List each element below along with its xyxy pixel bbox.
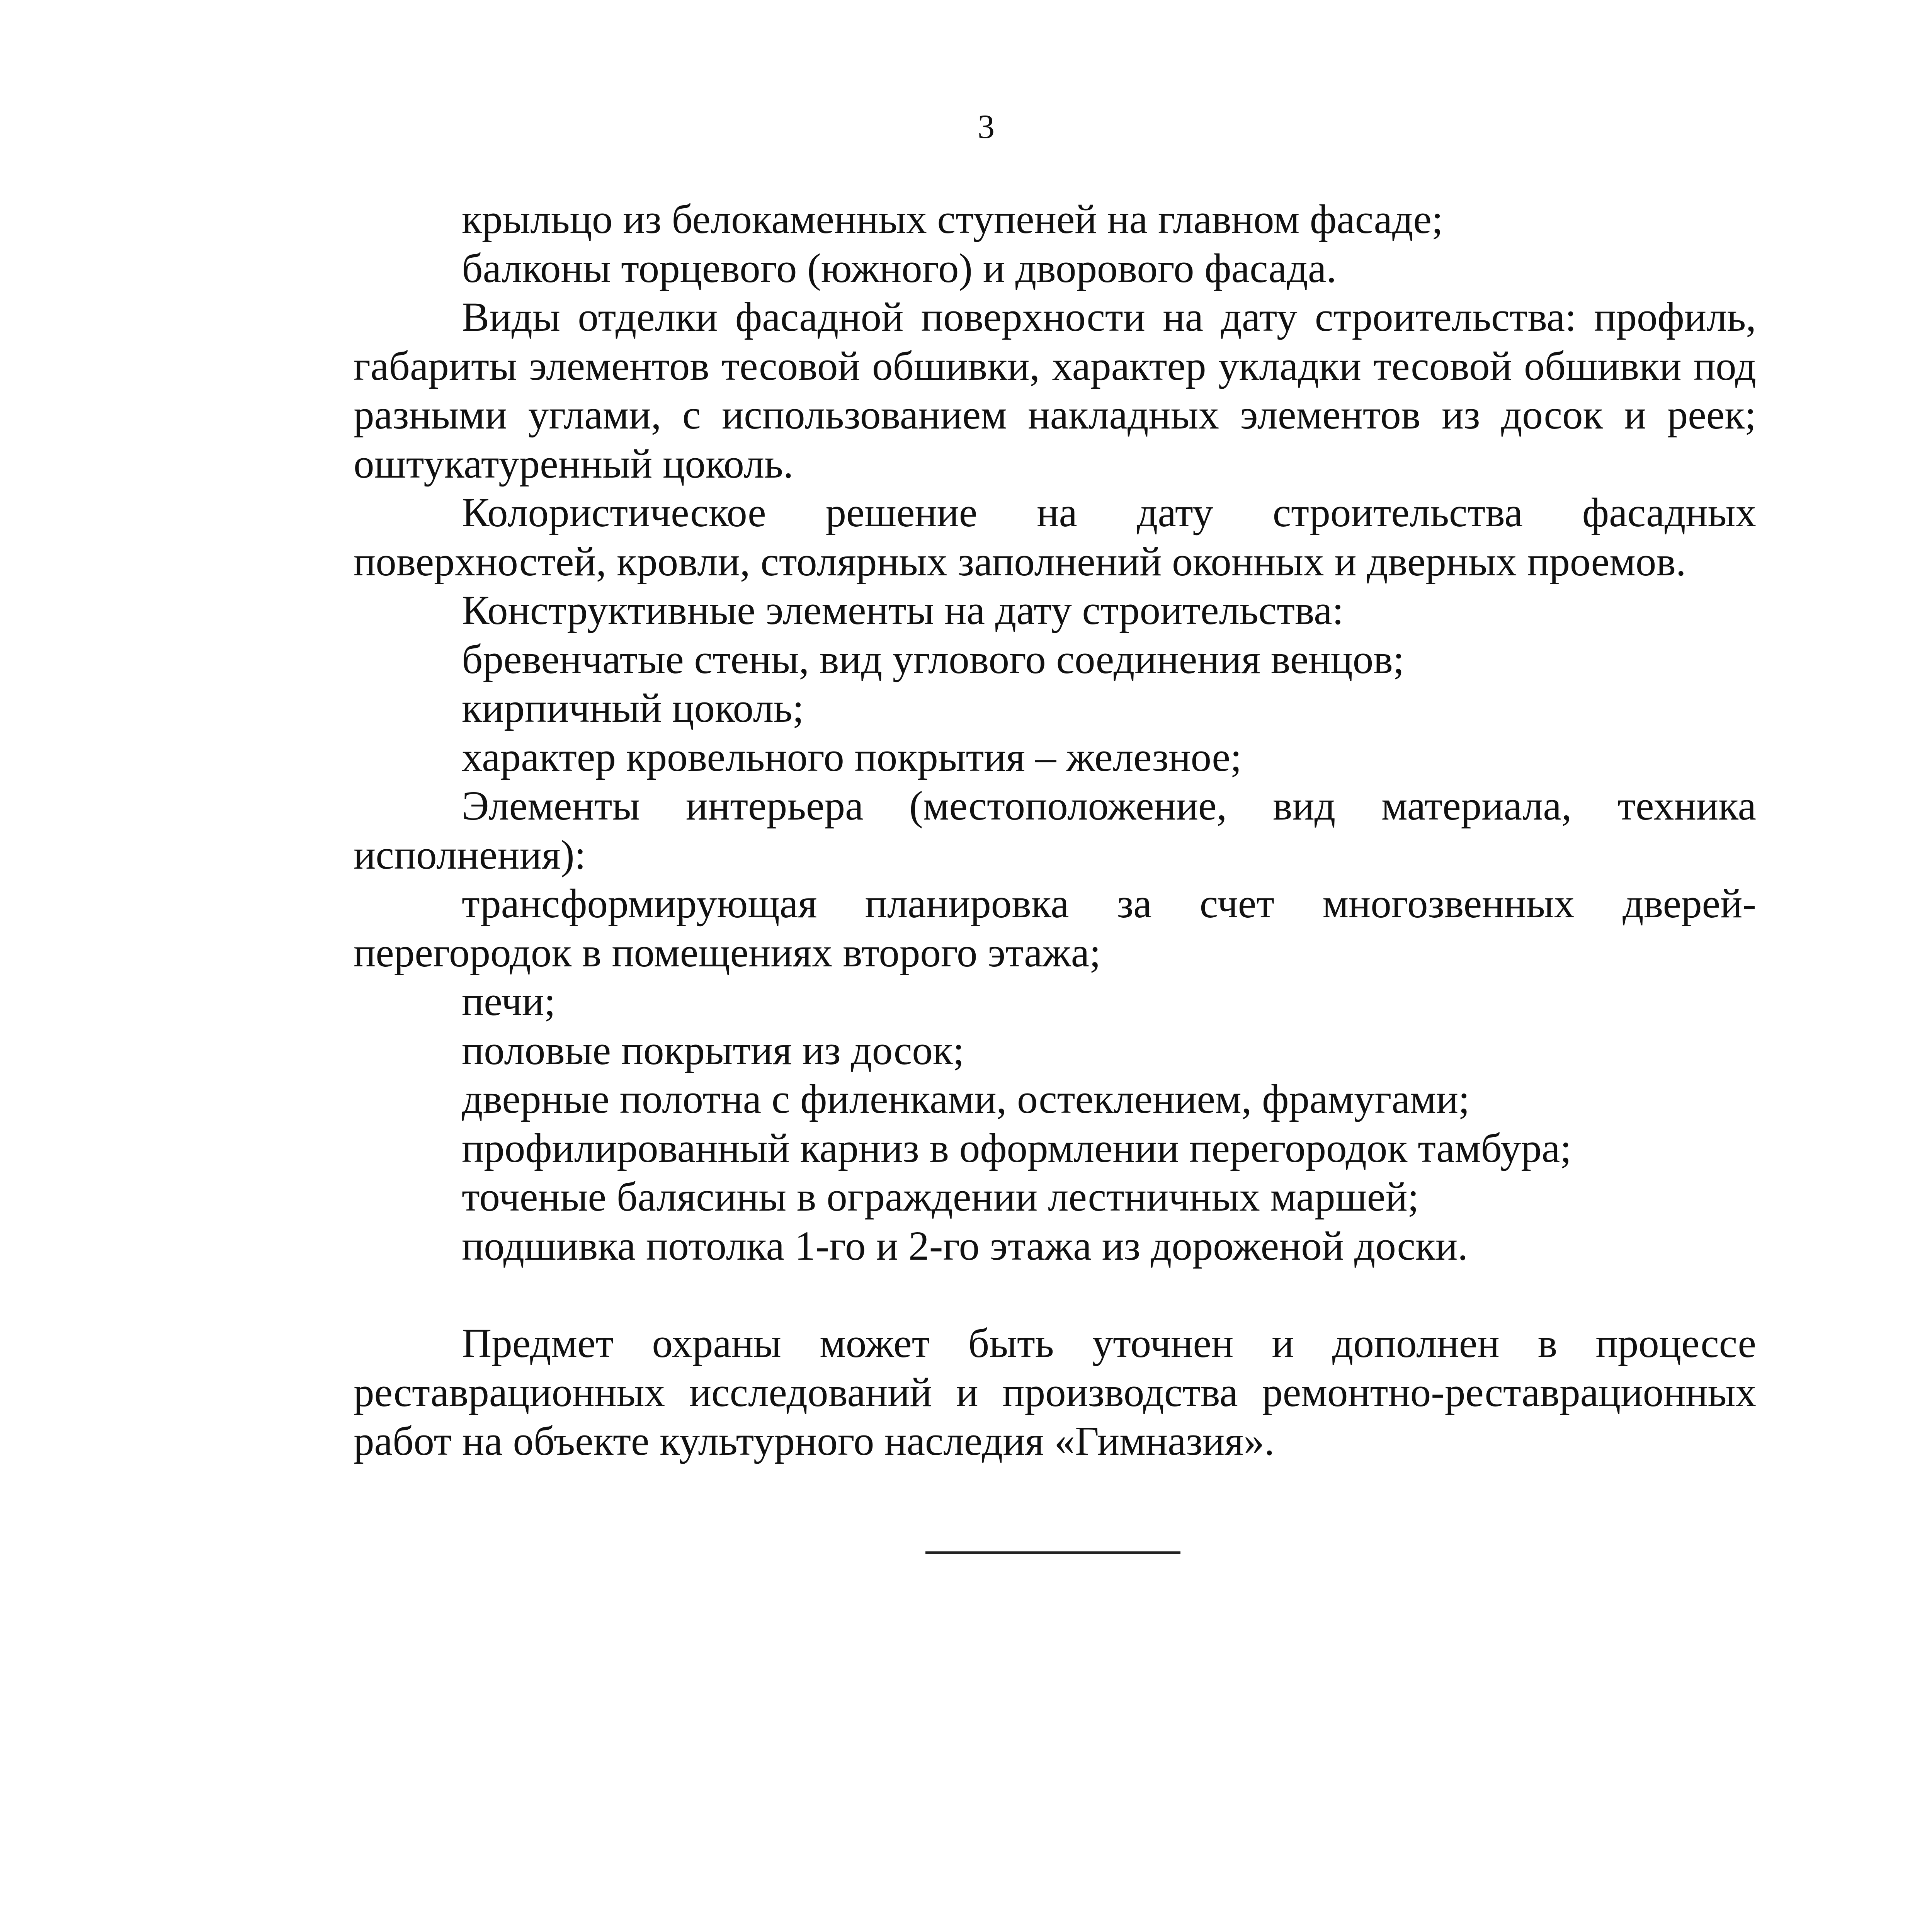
paragraph-coloristic: Колористическое решение на дату строительства фасадных поверхностей, кровли, столярных заполнений оконных и дверных проемов. [354,490,1756,585]
paragraph-floors: половые покрытия из досок; [462,1027,964,1073]
paragraph-planning: трансформирующая планировка за счет многозвенных дверей-перегородок в помещениях второго этажа; [354,881,1756,976]
paragraph-log-walls: бревенчатые стены, вид углового соединения венцов; [462,636,1405,682]
paragraph-facade-finish: Виды отделки фасадной поверхности на дату строительства: профиль, габариты элементов тесовой обшивки, характер укладки тесовой обшивки под разными углами, с использованием накладных элементов из досок и реек; оштукатуренный цоколь. [354,294,1756,487]
paragraph-cornice: профилированный карниз в оформлении перегородок тамбура; [462,1125,1571,1171]
paragraph-brick-plinth: кирпичный цоколь; [462,685,804,731]
paragraph-closing: Предмет охраны может быть уточнен и дополнен в процессе реставрационных исследований и производства ремонтно-реставрационных работ на объекте культурного наследия «Гимназия». [354,1321,1756,1464]
paragraph-doors: дверные полотна с филенками, остеклением, фрамугами; [462,1077,1470,1122]
paragraph-stoves: печи; [462,979,556,1024]
paragraph-structural-heading: Конструктивные элементы на дату строительства: [462,588,1344,633]
paragraph-interior-heading: Элементы интерьера (местоположение, вид материала, техника исполнения): [354,783,1756,878]
paragraph-balconies: балконы торцевого (южного) и дворового фасада. [462,245,1337,291]
end-separator-line [925,1551,1180,1554]
paragraph-gap [354,1270,1756,1319]
paragraph-balusters: точеные балясины в ограждении лестничных маршей; [462,1174,1419,1220]
paragraph-roofing: характер кровельного покрытия – железное; [462,734,1242,780]
paragraph-ceiling: подшивка потолка 1-го и 2-го этажа из дороженой доски. [462,1223,1468,1269]
document-body [354,195,1756,1466]
page-number: 3 [978,108,995,146]
paragraph-porch: крыльцо из белокаменных ступеней на главном фасаде; [462,197,1443,242]
